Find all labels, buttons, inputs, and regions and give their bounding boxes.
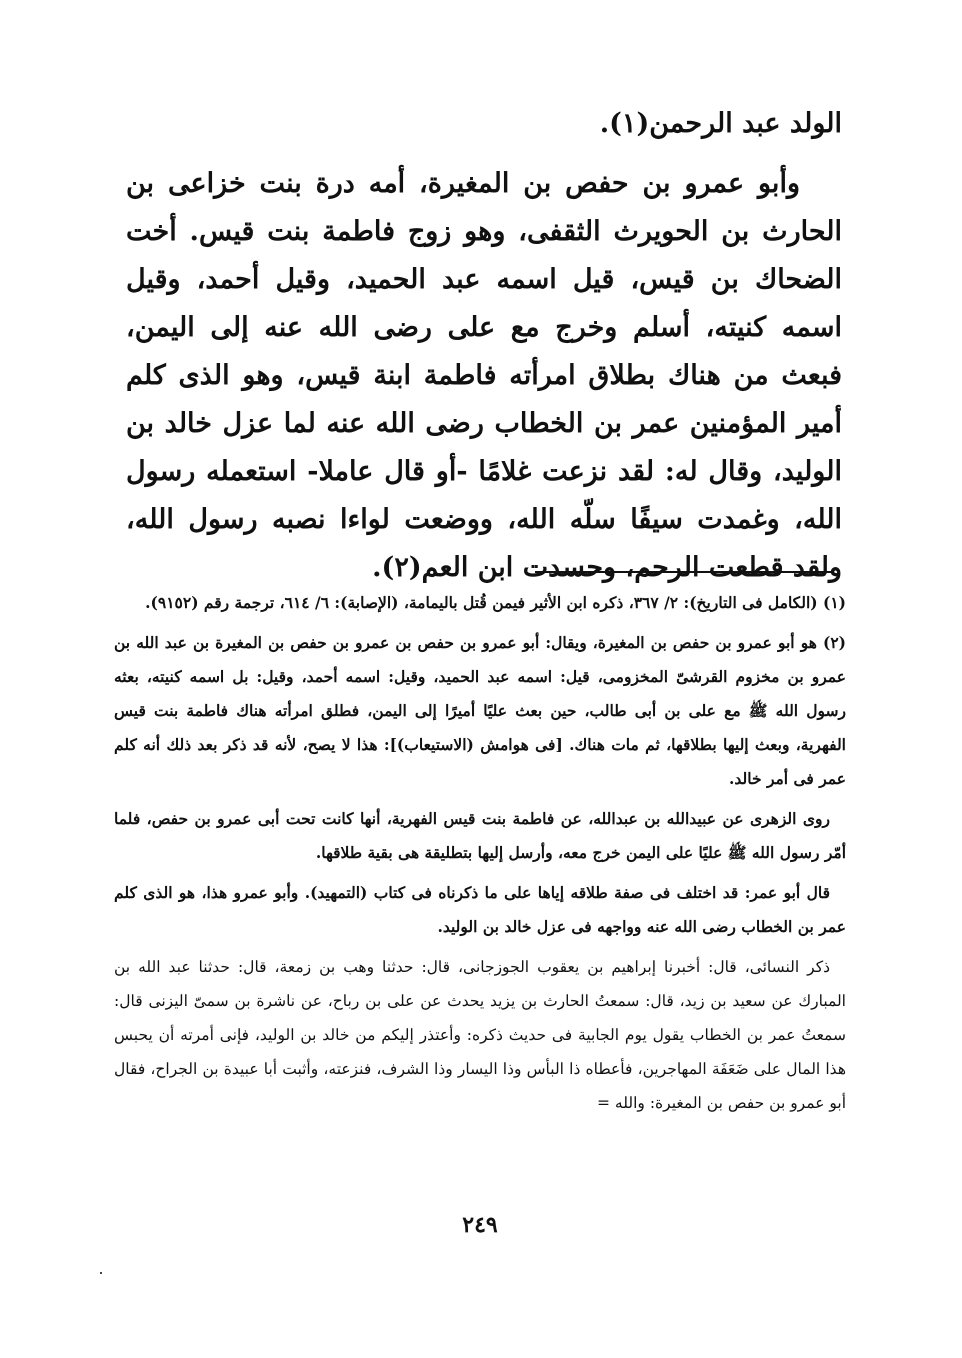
main-text	[126, 100, 842, 592]
footnote-2-zuhri: روى الزهرى عن عبيدالله بن عبدالله، عن فاطمة بنت قيس الفهرية، أنها كانت تحت أبى عمرو بن حفص، فلما أمّر رسول الله ﷺ عليًا على اليمن خرج معه، وأرسل إليها بتطليقة هى بقية طلاقها.	[114, 809, 846, 862]
page-number: ٢٤٩	[462, 1212, 498, 1238]
footnote-2-nasai: ذكر النسائى، قال: أخبرنا إبراهيم بن يعقوب الجوزجانى، قال: حدثنا وهب بن زمعة، قال: حدثنا عبد الله بن المبارك عن سعيد بن زيد، قال: سمعتُ الحارث بن يزيد يحدث عن على بن رباح، عن ناشرة بن سمىّ اليزنى قال: سمعتُ عمر بن الخطاب يقول يوم الجابية فى حديث ذكره: وأعتذر إليكم من خالد بن الوليد، فإنى أمرته أن يحبس هذا المال على ضَعَفَة المهاجرين، فأعطاه ذا البأس وذا اليسار وذا الشرف، فنزعته، وأثبت أبا عبيدة بن الجراح، فقال أبو عمرو بن حفص بن المغيرة: والله =	[114, 958, 846, 1112]
intro-line: الولد عبد الرحمن(١).	[599, 108, 842, 139]
footnotes	[114, 586, 846, 1126]
footnote-separator	[535, 571, 833, 573]
footnote-2: (٢) هو أبو عمرو بن حفص بن المغيرة، ويقال: أبو عمرو بن حفص بن عمرو بن حفص بن المغيرة بن عبد الله بن عمرو بن مخزوم القرشىّ المخزومى، قيل: اسمه عبد الحميد، وقيل: اسمه أحمد، وقيل: بل اسمه كنيته، بعثه رسول الله ﷺ مع على بن أبى طالب، حين بعث عليًا أميرًا إلى اليمن، فطلق امرأته هناك فاطمة بنت قيس الفهرية، وبعث إليها بطلاقها، ثم مات هناك. [فى هوامش (الاستيعاب)]: هذا لا يصح، لأنه قد ذكر بعد ذلك أنه كلم عمر فى أمر خالد.	[114, 633, 846, 788]
footnote-1: (١) (الكامل فى التاريخ): ٢/ ٣٦٧، ذكره ابن الأثير فيمن قُتل باليمامة، (الإصابة): ٦/ ٦١٤، ترجمة رقم (٩١٥٢).	[145, 593, 846, 612]
footnote-2-abu-umar: قال أبو عمر: قد اختلف فى صفة طلاقه إياها على ما ذكرناه فى كتاب (التمهيد). وأبو عمرو هذا، هو الذى كلم عمر بن الخطاب رضى الله عنه وواجهه فى عزل خالد بن الوليد.	[114, 883, 846, 936]
body-paragraph: وأبو عمرو بن حفص بن المغيرة، أمه درة بنت خزاعى بن الحارث بن الحويرث الثقفى، وهو زوج فاطمة بنت قيس. أخت الضحاك بن قيس، قيل اسمه عبد الحميد، وقيل أحمد، وقيل اسمه كنيته، أسلم وخرج مع على رضى الله عنه إلى اليمن، فبعث من هناك بطلاق امرأته فاطمة ابنة قيس، وهو الذى كلم أمير المؤمنين عمر بن الخطاب رضى الله عنه لما عزل خالد بن الوليد، وقال له: لقد نزعت غلامًا -أو قال عاملا- استعمله رسول الله، وغمدت سيفًا سلّه الله، ووضعت لواءا نصبه رسول الله، ولقد قطعت الرحم، وحسدت ابن العم(٢).	[126, 168, 842, 583]
speck	[100, 1272, 102, 1274]
